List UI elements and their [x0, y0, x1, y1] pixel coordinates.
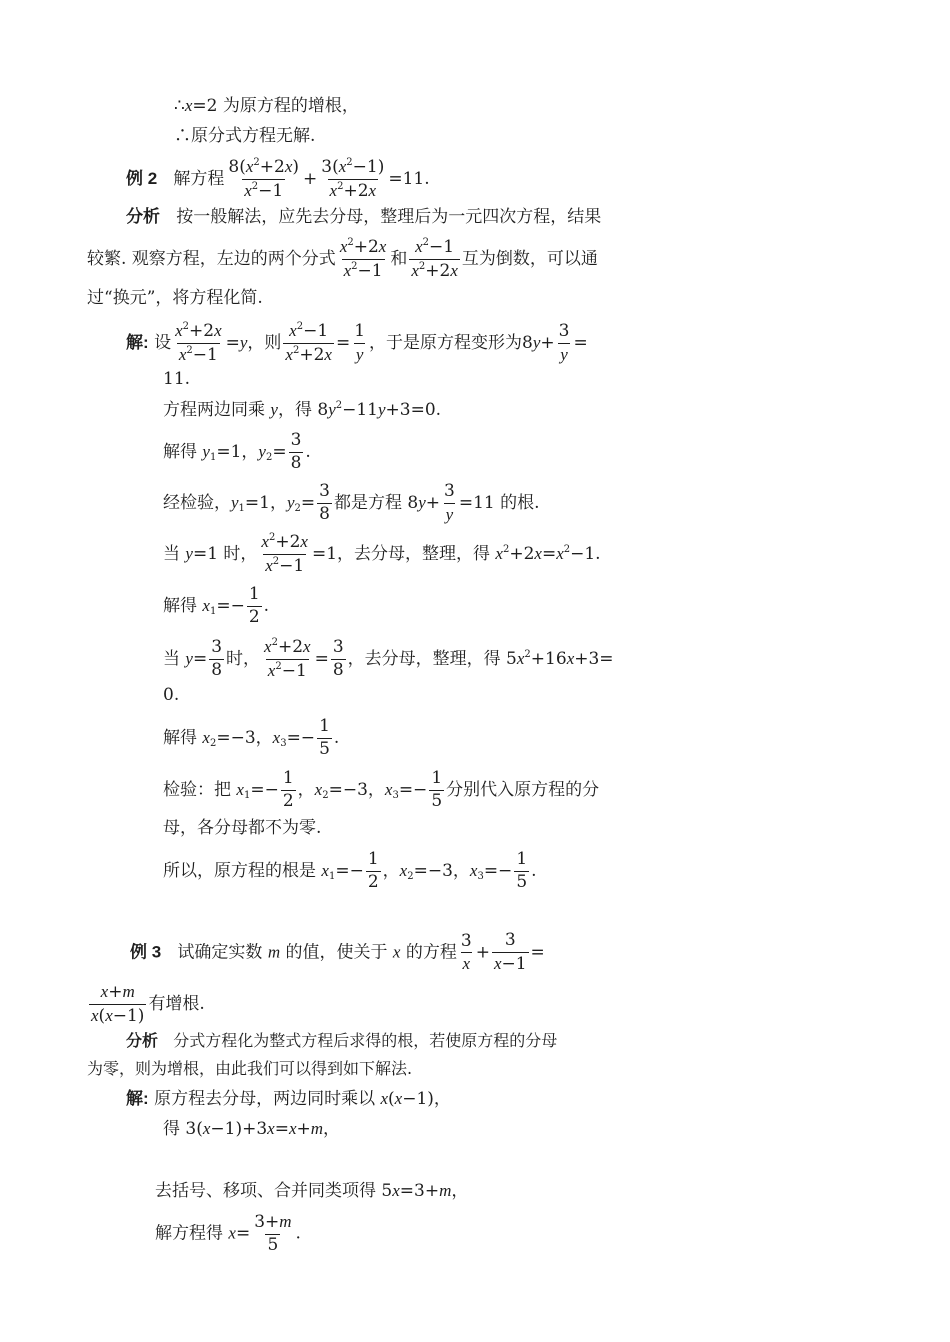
- example-2-solution-line-7: 解得 $x_1=-$ $\frac{1}{2}$ .: [163, 584, 270, 627]
- example-2-solution-line-2: 11.: [163, 369, 191, 389]
- example-2-solution-line-5: 经检验，$y_1=1$，$y_2=$ $\frac{3}{8}$ 都是方程 8y+ $\frac{3}{y}$ =11 的根.: [163, 481, 540, 524]
- example-3-label: 例 3: [130, 942, 162, 962]
- example-2-statement: 例 2 解方程 $\frac{8(x^2+2x)}{x^2-1}$ + $\frac{3(x^2-1)}{x^2+2x}$ =11.: [126, 157, 430, 201]
- example-3-statement-line-1: 例 3 试确定实数 m 的值，使关于 x 的方程 $\frac{3}{x}$ + $\frac{3}{x-1}$ =: [130, 930, 545, 974]
- example-3-analysis-line-2: 为零，则为增根，由此我们可以得到如下解法.: [87, 1059, 413, 1078]
- example-2-solution-line-4: 解得 $y_1=1$，$y_2=$ $\frac{3}{8}$ .: [163, 430, 311, 473]
- example-2-solution-line-9: 0.: [163, 685, 180, 705]
- example-2-analysis-line-3: 过“换元”，将方程化简.: [87, 288, 263, 308]
- example-2-solution-line-6: 当 y=1 时， $\frac{x^2+2x}{x^2-1}$ =1，去分母，整理，得 $x^2+2x=x^2-1$.: [163, 532, 601, 576]
- conclusion-line-1: ∴x=2 为原方程的增根，: [174, 96, 359, 116]
- example-2-solution-line-3: 方程两边同乘 y，得 $8y^2-11y+3=0$.: [163, 400, 442, 420]
- conclusion-line-2: ∴原分式方程无解.: [174, 126, 316, 146]
- example-3-statement-line-2: $\frac{x+m}{x(x-1)}$ 有增根.: [91, 982, 205, 1026]
- example-2-analysis-line-1: 分析 按一般解法，应先去分母，整理后为一元四次方程，结果: [126, 207, 602, 227]
- example-2-solution-line-13: 所以，原方程的根是 $x_1=-$ $\frac{1}{2}$ ，$x_2=-3$，$x_3=-$ $\frac{1}{5}$ .: [163, 849, 537, 892]
- example-3-solution-line-2: 得 3(x−1)+3x=x+m，: [163, 1119, 341, 1139]
- example-3-solution-line-4: 解方程得 x= $\frac{3+m}{5}$ .: [155, 1212, 301, 1255]
- example-3-solution-line-1: 解: 原方程去分母，两边同时乘以 x(x−1)，: [126, 1089, 451, 1109]
- example-2-solution-line-11: 检验：把 $x_1=-$ $\frac{1}{2}$ ，$x_2=-3$，$x_3=-$ $\frac{1}{5}$ 分别代入原方程的分: [163, 768, 600, 811]
- example-2-solution-line-12: 母，各分母都不为零.: [163, 818, 322, 838]
- example-2-analysis-line-2: 较繁. 观察方程，左边的两个分式 $\frac{x^2+2x}{x^2-1}$ 和 $\frac{x^2-1}{x^2+2x}$ 互为倒数，可以通: [87, 237, 598, 281]
- example-3-solution-line-3: 去括号、移项、合并同类项得 5x=3+m，: [155, 1181, 469, 1201]
- example-2-solution-line-8: 当 y= $\frac{3}{8}$ 时， $\frac{x^2+2x}{x^2-1}$ = $\frac{3}{8}$ ，去分母，整理，得 $5x^2+16x+3=$: [163, 637, 614, 681]
- example-2-solution-line-1: 解: 设 $\frac{x^2+2x}{x^2-1}$ =y，则 $\frac{x^2-1}{x^2+2x}$ = $\frac{1}{y}$ ，于是原方程变形为8y+ $\frac{3}{y}$ =: [126, 321, 588, 365]
- example-2-label: 例 2: [126, 168, 158, 188]
- example-3-analysis-line-1: 分析 分式方程化为整式方程后求得的根，若使原方程的分母: [126, 1031, 558, 1050]
- example-2-solution-line-10: 解得 $x_2=-3$，$x_3=-$ $\frac{1}{5}$ .: [163, 716, 340, 759]
